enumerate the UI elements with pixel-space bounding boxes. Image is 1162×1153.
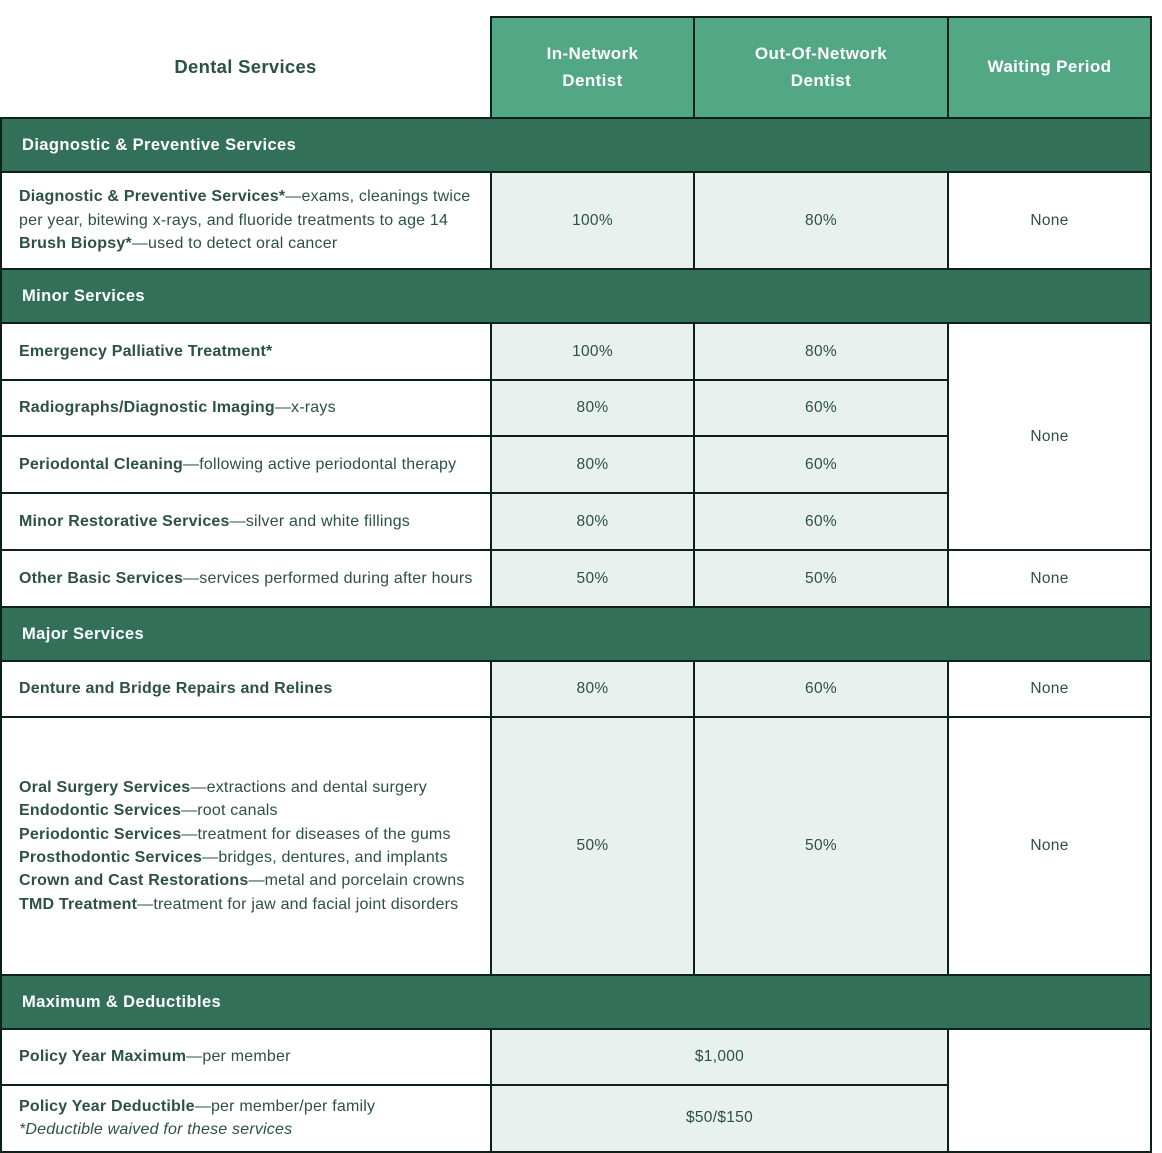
in-network-value: 80% <box>491 661 694 717</box>
service-cell <box>1 493 491 550</box>
service-cell <box>1 172 491 269</box>
service-description: —root canals <box>181 802 278 820</box>
service-description: —services performed during after hours <box>183 569 473 587</box>
in-network-dentist-header <box>491 17 694 118</box>
service-description: —metal and porcelain crowns <box>248 872 465 890</box>
in-network-value: 80% <box>491 380 694 436</box>
service-name: Emergency Palliative Treatment* <box>19 342 273 360</box>
service-description: —following active periodontal therapy <box>183 455 457 473</box>
out-of-network-value: 80% <box>694 172 948 269</box>
service-description: —x-rays <box>274 399 336 417</box>
service-description: —exams, cleanings twice per year, bitewing x-rays, and fluoride treatments to age 14 <box>19 188 471 229</box>
service-description: —treatment for diseases of the gums <box>181 825 451 843</box>
service-name: Crown and Cast Restorations <box>19 872 249 890</box>
service-name: Prosthodontic Services <box>19 849 203 866</box>
service-entry <box>19 510 478 533</box>
service-entry <box>19 1045 478 1068</box>
section-header: Maximum & Deductibles <box>1 975 1151 1029</box>
service-entry <box>19 846 478 869</box>
waiting-period-value <box>948 1029 1151 1152</box>
in-network-value: 50% <box>491 717 694 975</box>
service-name: Minor Restorative Services <box>19 512 230 530</box>
waiting-period-value: None <box>948 323 1151 550</box>
deductible-waived-note: *Deductible waived for these services <box>19 1121 293 1139</box>
out-of-network-value: 60% <box>694 493 948 550</box>
service-entry <box>19 232 478 255</box>
service-cell <box>1 661 491 717</box>
in-network-value: 80% <box>491 493 694 550</box>
table-row <box>1 717 1151 975</box>
table-row <box>1 1029 1151 1085</box>
out-of-network-value: 50% <box>694 717 948 975</box>
service-cell <box>1 323 491 380</box>
column-header-row <box>1 17 1151 118</box>
service-name: Policy Year Maximum <box>19 1048 187 1066</box>
section-header: Diagnostic & Preventive Services <box>1 118 1151 172</box>
service-name: Diagnostic & Preventive Services* <box>19 188 286 206</box>
service-description: —silver and white fillings <box>229 512 411 530</box>
in-network-value: 100% <box>491 323 694 380</box>
service-entry <box>19 1095 478 1118</box>
service-name: Periodontic Services <box>19 825 182 843</box>
service-name: Other Basic Services <box>19 569 184 587</box>
service-name: Brush Biopsy* <box>19 235 132 253</box>
table-row <box>1 323 1151 380</box>
header-label-line: In-Network <box>546 44 639 64</box>
service-cell <box>1 380 491 436</box>
out-of-network-value: 60% <box>694 380 948 436</box>
table-row <box>1 661 1151 717</box>
waiting-period-value: None <box>948 717 1151 975</box>
dental-services-header: Dental Services <box>1 17 491 118</box>
waiting-period-value: None <box>948 550 1151 607</box>
out-of-network-value: 60% <box>694 661 948 717</box>
waiting-period-value: None <box>948 661 1151 717</box>
benefits-table <box>0 16 1152 1153</box>
service-name: Periodontal Cleaning <box>19 455 184 473</box>
service-description: —per member/per family <box>194 1098 376 1115</box>
service-description: —treatment for jaw and facial joint disorders <box>137 895 459 913</box>
network-amount-value: $50/$150 <box>491 1085 948 1152</box>
service-name: Oral Surgery Services <box>19 778 191 796</box>
service-cell <box>1 550 491 607</box>
service-entry <box>19 869 478 892</box>
service-entry <box>19 340 478 363</box>
waiting-period-header <box>948 17 1151 118</box>
header-label-line: Out-Of-Network <box>754 44 888 64</box>
service-cell <box>1 436 491 493</box>
in-network-value: 80% <box>491 436 694 493</box>
service-name: Radiographs/Diagnostic Imaging <box>19 399 275 417</box>
service-cell <box>1 1085 491 1152</box>
section-row <box>1 118 1151 172</box>
section-row <box>1 975 1151 1029</box>
service-entry <box>19 396 478 419</box>
header-label-line: Dentist <box>562 70 623 90</box>
service-entry <box>19 185 478 232</box>
service-entry <box>19 893 478 916</box>
service-cell <box>1 1029 491 1085</box>
out-of-network-dentist-header <box>694 17 948 118</box>
service-cell <box>1 717 491 975</box>
service-name: Endodontic Services <box>19 802 182 820</box>
service-entry <box>19 453 478 476</box>
section-row <box>1 607 1151 661</box>
out-of-network-value: 80% <box>694 323 948 380</box>
service-description: —per member <box>186 1048 291 1066</box>
header-label-line: Waiting Period <box>987 57 1112 77</box>
in-network-value: 50% <box>491 550 694 607</box>
service-entry <box>19 823 478 846</box>
section-header: Major Services <box>1 607 1151 661</box>
service-name: Policy Year Deductible <box>19 1098 195 1115</box>
section-row <box>1 269 1151 323</box>
section-header: Minor Services <box>1 269 1151 323</box>
network-amount-value: $1,000 <box>491 1029 948 1085</box>
service-description: —extractions and dental surgery <box>190 778 427 796</box>
out-of-network-value: 50% <box>694 550 948 607</box>
service-name: Denture and Bridge Repairs and Relines <box>19 680 333 698</box>
service-name: TMD Treatment <box>19 895 138 913</box>
table-row <box>1 172 1151 269</box>
header-label-line: Dentist <box>790 70 852 90</box>
waiting-period-value: None <box>948 172 1151 269</box>
service-entry <box>19 677 478 700</box>
service-entry <box>19 776 478 799</box>
in-network-value: 100% <box>491 172 694 269</box>
service-entry <box>19 799 478 822</box>
out-of-network-value: 60% <box>694 436 948 493</box>
service-entry <box>19 567 478 590</box>
table-row <box>1 550 1151 607</box>
service-description: —used to detect oral cancer <box>131 235 338 253</box>
service-description: —bridges, dentures, and implants <box>202 849 448 866</box>
